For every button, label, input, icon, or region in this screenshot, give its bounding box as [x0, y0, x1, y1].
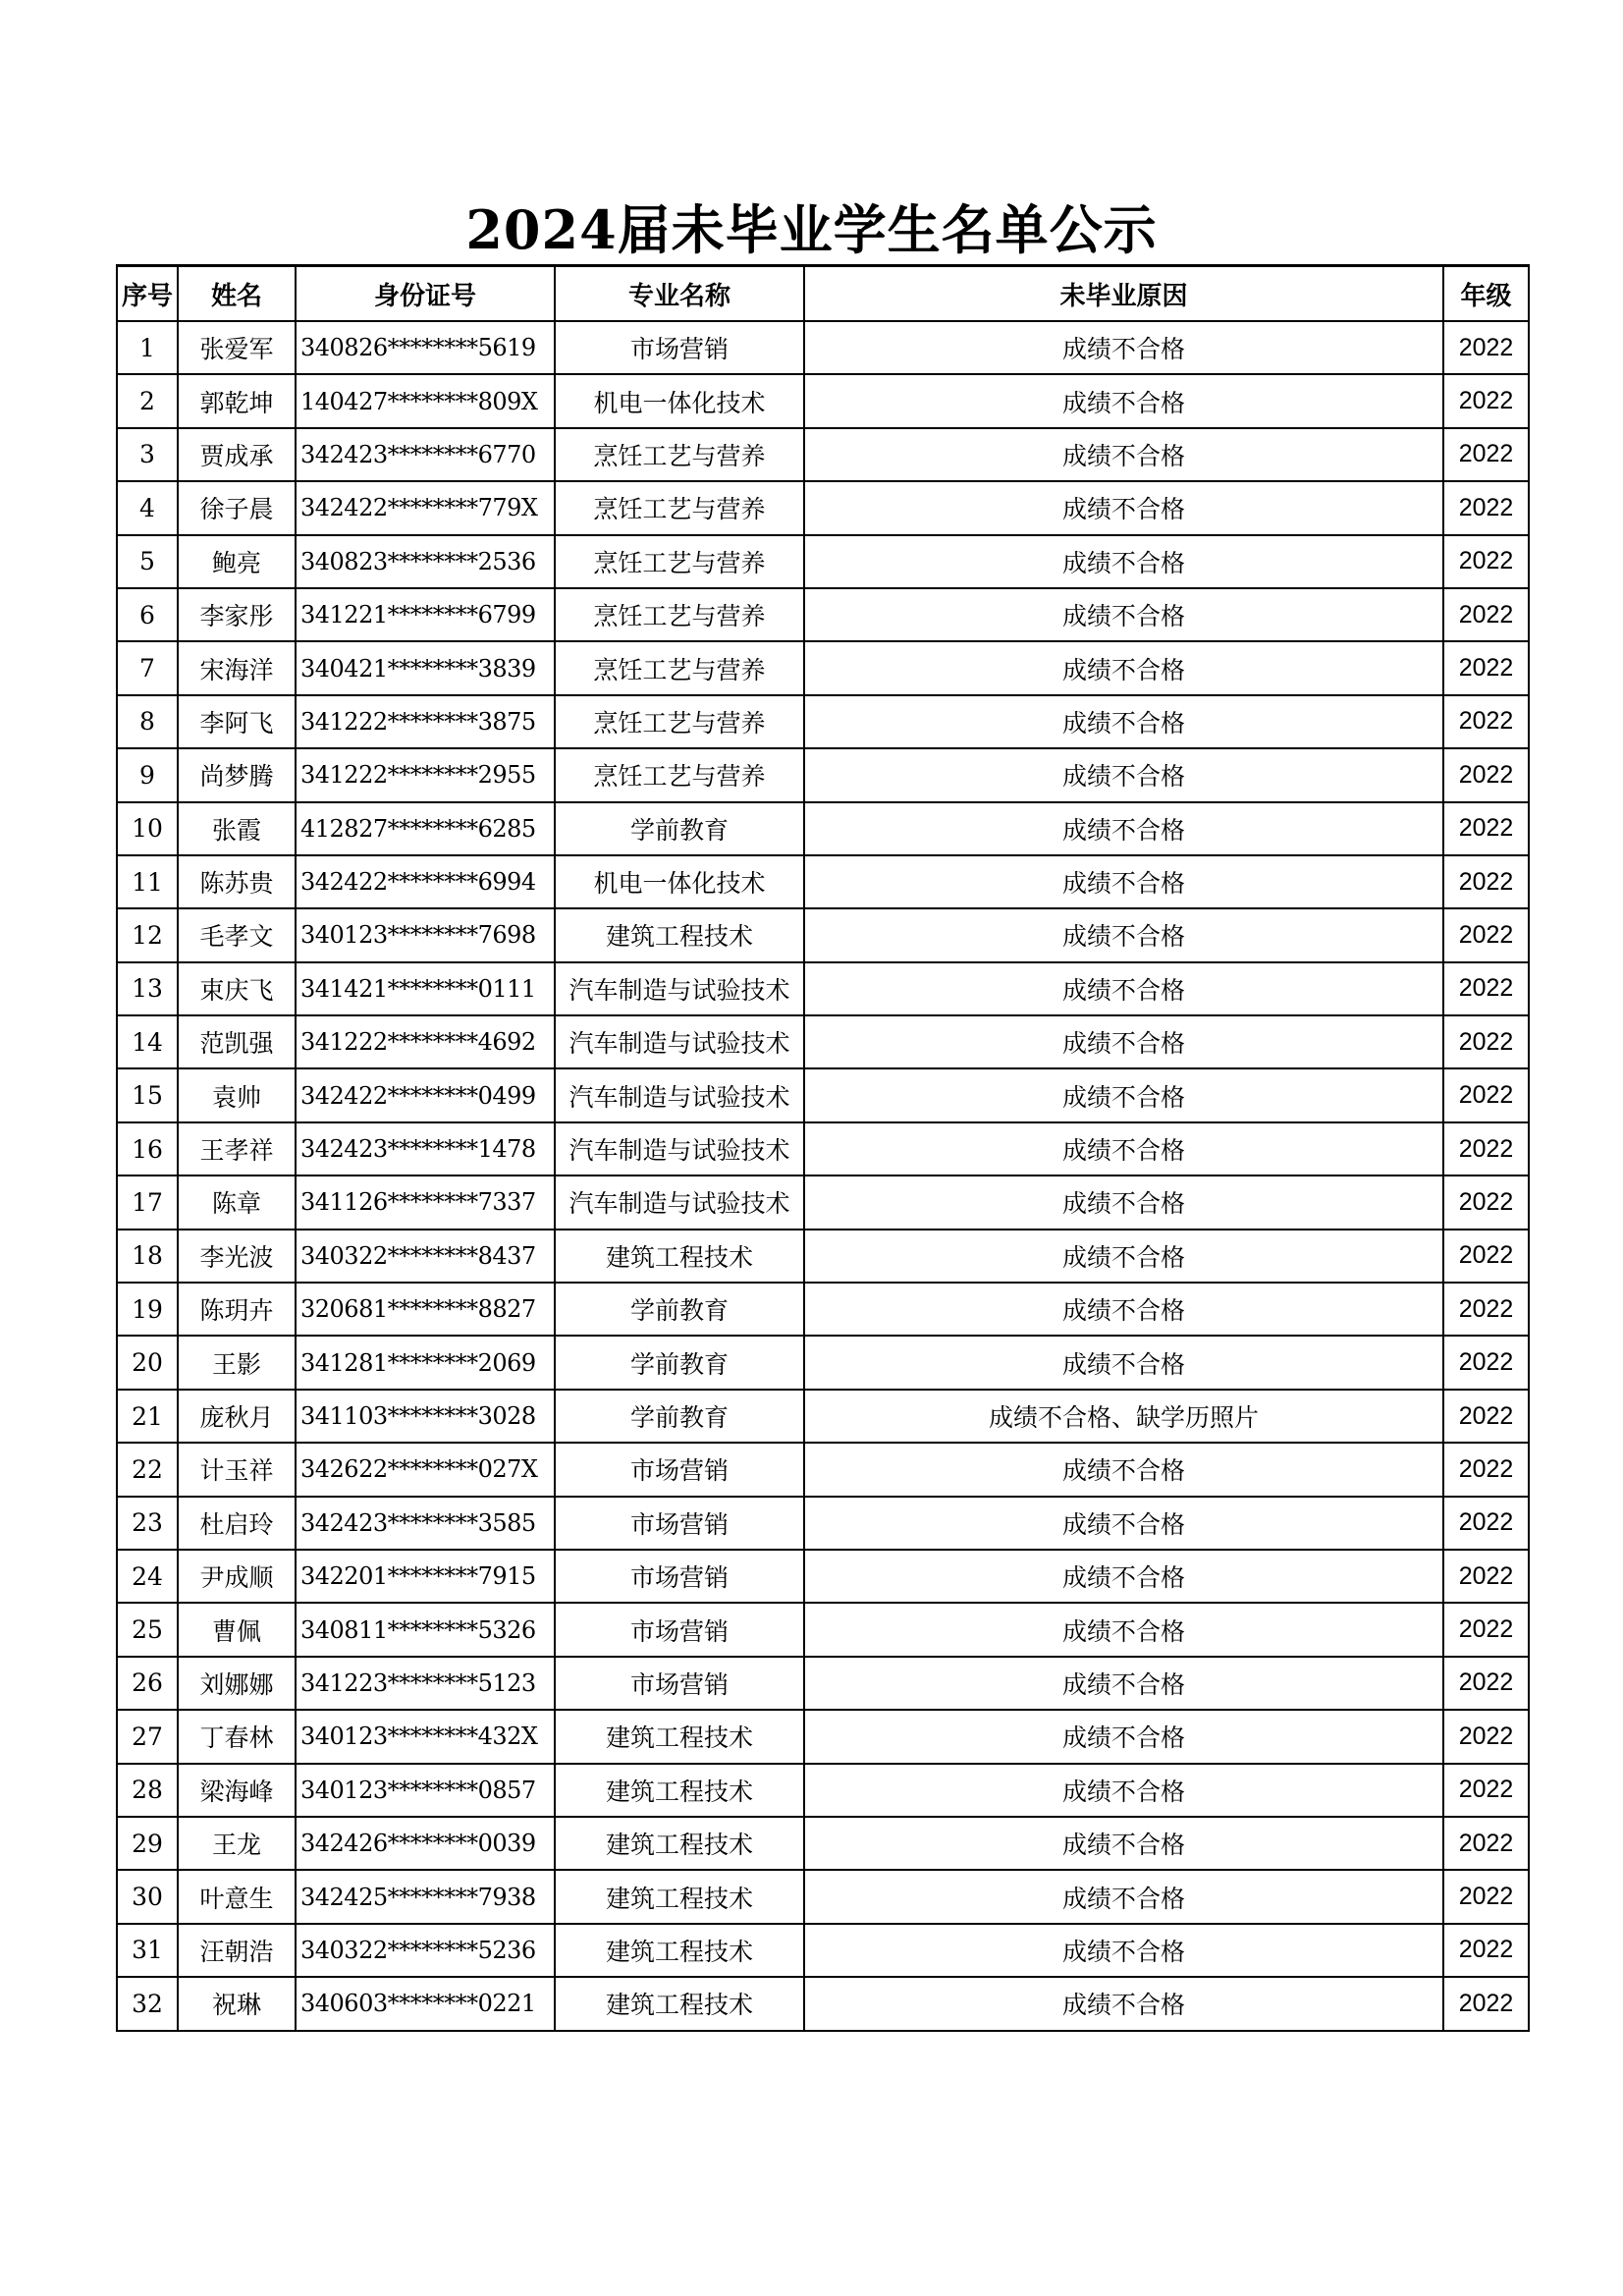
- cell-name: 张霞: [178, 802, 296, 855]
- cell-grade: 2022: [1443, 428, 1529, 481]
- cell-index: 9: [117, 748, 178, 801]
- cell-reason: 成绩不合格: [804, 481, 1443, 534]
- cell-reason: 成绩不合格: [804, 855, 1443, 908]
- cell-id-number: 340826********5619: [296, 321, 555, 374]
- cell-reason: 成绩不合格: [804, 588, 1443, 641]
- cell-id-number: 342423********6770: [296, 428, 555, 481]
- cell-name: 陈玥卉: [178, 1283, 296, 1336]
- cell-major: 汽车制造与试验技术: [555, 1122, 804, 1175]
- cell-grade: 2022: [1443, 588, 1529, 641]
- cell-grade: 2022: [1443, 908, 1529, 961]
- cell-name: 王孝祥: [178, 1122, 296, 1175]
- cell-id-number: 341222********3875: [296, 695, 555, 748]
- cell-major: 烹饪工艺与营养: [555, 588, 804, 641]
- cell-id-number: 340811********5326: [296, 1603, 555, 1656]
- table-row: [117, 1657, 1529, 1710]
- cell-index: 32: [117, 1977, 178, 2030]
- cell-name: 王影: [178, 1336, 296, 1389]
- cell-index: 3: [117, 428, 178, 481]
- cell-index: 30: [117, 1870, 178, 1923]
- cell-reason: 成绩不合格: [804, 802, 1443, 855]
- col-header-reason: 未毕业原因: [804, 266, 1443, 322]
- cell-grade: 2022: [1443, 535, 1529, 588]
- cell-grade: 2022: [1443, 1817, 1529, 1870]
- cell-name: 计玉祥: [178, 1443, 296, 1496]
- cell-major: 建筑工程技术: [555, 1817, 804, 1870]
- cell-id-number: 342426********0039: [296, 1817, 555, 1870]
- cell-name: 尚梦腾: [178, 748, 296, 801]
- cell-reason: 成绩不合格: [804, 374, 1443, 427]
- cell-reason: 成绩不合格: [804, 1230, 1443, 1283]
- table-row: [117, 1230, 1529, 1283]
- cell-reason: 成绩不合格: [804, 908, 1443, 961]
- table-row: [117, 1390, 1529, 1443]
- cell-major: 汽车制造与试验技术: [555, 962, 804, 1015]
- cell-reason: 成绩不合格: [804, 1175, 1443, 1229]
- cell-name: 丁春林: [178, 1710, 296, 1763]
- cell-name: 郭乾坤: [178, 374, 296, 427]
- cell-index: 19: [117, 1283, 178, 1336]
- cell-name: 叶意生: [178, 1870, 296, 1923]
- table-body: [117, 321, 1529, 2031]
- cell-grade: 2022: [1443, 802, 1529, 855]
- table-header: [117, 266, 1529, 322]
- cell-index: 18: [117, 1230, 178, 1283]
- cell-index: 21: [117, 1390, 178, 1443]
- cell-major: 建筑工程技术: [555, 1764, 804, 1817]
- cell-index: 11: [117, 855, 178, 908]
- table-row: [117, 481, 1529, 534]
- cell-index: 13: [117, 962, 178, 1015]
- cell-id-number: 412827********6285: [296, 802, 555, 855]
- cell-reason: 成绩不合格: [804, 321, 1443, 374]
- table-row: [117, 962, 1529, 1015]
- cell-reason: 成绩不合格: [804, 1497, 1443, 1550]
- cell-major: 汽车制造与试验技术: [555, 1175, 804, 1229]
- cell-grade: 2022: [1443, 1336, 1529, 1389]
- cell-id-number: 341223********5123: [296, 1657, 555, 1710]
- cell-name: 李阿飞: [178, 695, 296, 748]
- table-row: [117, 1550, 1529, 1603]
- cell-id-number: 342423********1478: [296, 1122, 555, 1175]
- cell-major: 建筑工程技术: [555, 1230, 804, 1283]
- cell-index: 26: [117, 1657, 178, 1710]
- cell-major: 烹饪工艺与营养: [555, 748, 804, 801]
- cell-name: 陈苏贵: [178, 855, 296, 908]
- cell-reason: 成绩不合格: [804, 1977, 1443, 2030]
- cell-id-number: 341222********2955: [296, 748, 555, 801]
- cell-major: 烹饪工艺与营养: [555, 428, 804, 481]
- cell-id-number: 341221********6799: [296, 588, 555, 641]
- cell-reason: 成绩不合格: [804, 695, 1443, 748]
- cell-id-number: 340123********432X: [296, 1710, 555, 1763]
- cell-id-number: 341222********4692: [296, 1015, 555, 1068]
- cell-name: 鲍亮: [178, 535, 296, 588]
- col-header-name: 姓名: [178, 266, 296, 322]
- cell-index: 23: [117, 1497, 178, 1550]
- cell-reason: 成绩不合格: [804, 1550, 1443, 1603]
- cell-grade: 2022: [1443, 321, 1529, 374]
- cell-grade: 2022: [1443, 1390, 1529, 1443]
- cell-name: 宋海洋: [178, 641, 296, 694]
- cell-index: 14: [117, 1015, 178, 1068]
- cell-index: 12: [117, 908, 178, 961]
- table-row: [117, 1870, 1529, 1923]
- table-row: [117, 1443, 1529, 1496]
- table-row: [117, 1710, 1529, 1763]
- cell-major: 市场营销: [555, 1497, 804, 1550]
- cell-major: 市场营销: [555, 1603, 804, 1656]
- cell-id-number: 342422********779X: [296, 481, 555, 534]
- cell-reason: 成绩不合格: [804, 1336, 1443, 1389]
- cell-index: 15: [117, 1068, 178, 1121]
- cell-reason: 成绩不合格: [804, 1015, 1443, 1068]
- cell-id-number: 341126********7337: [296, 1175, 555, 1229]
- col-header-major: 专业名称: [555, 266, 804, 322]
- table-row: [117, 641, 1529, 694]
- table-row: [117, 428, 1529, 481]
- cell-major: 市场营销: [555, 1443, 804, 1496]
- table-row: [117, 1764, 1529, 1817]
- col-header-grade: 年级: [1443, 266, 1529, 322]
- col-header-index: 序号: [117, 266, 178, 322]
- cell-grade: 2022: [1443, 481, 1529, 534]
- cell-reason: 成绩不合格: [804, 1283, 1443, 1336]
- cell-grade: 2022: [1443, 1710, 1529, 1763]
- cell-reason: 成绩不合格: [804, 748, 1443, 801]
- cell-major: 建筑工程技术: [555, 1977, 804, 2030]
- cell-id-number: 340823********2536: [296, 535, 555, 588]
- cell-grade: 2022: [1443, 1657, 1529, 1710]
- cell-major: 汽车制造与试验技术: [555, 1015, 804, 1068]
- cell-index: 24: [117, 1550, 178, 1603]
- cell-id-number: 340123********7698: [296, 908, 555, 961]
- cell-major: 学前教育: [555, 802, 804, 855]
- cell-major: 建筑工程技术: [555, 908, 804, 961]
- cell-index: 7: [117, 641, 178, 694]
- cell-major: 烹饪工艺与营养: [555, 695, 804, 748]
- cell-major: 汽车制造与试验技术: [555, 1068, 804, 1121]
- cell-id-number: 341103********3028: [296, 1390, 555, 1443]
- cell-major: 机电一体化技术: [555, 374, 804, 427]
- table-row: [117, 695, 1529, 748]
- table-row: [117, 802, 1529, 855]
- cell-grade: 2022: [1443, 1230, 1529, 1283]
- cell-id-number: 340123********0857: [296, 1764, 555, 1817]
- cell-major: 学前教育: [555, 1283, 804, 1336]
- cell-major: 市场营销: [555, 1550, 804, 1603]
- cell-index: 25: [117, 1603, 178, 1656]
- cell-index: 17: [117, 1175, 178, 1229]
- cell-reason: 成绩不合格: [804, 1764, 1443, 1817]
- cell-major: 市场营销: [555, 1657, 804, 1710]
- cell-major: 烹饪工艺与营养: [555, 641, 804, 694]
- cell-id-number: 342422********6994: [296, 855, 555, 908]
- cell-id-number: 340322********8437: [296, 1230, 555, 1283]
- cell-name: 王龙: [178, 1817, 296, 1870]
- cell-grade: 2022: [1443, 1870, 1529, 1923]
- cell-reason: 成绩不合格: [804, 428, 1443, 481]
- cell-reason: 成绩不合格: [804, 535, 1443, 588]
- cell-grade: 2022: [1443, 1550, 1529, 1603]
- cell-name: 束庆飞: [178, 962, 296, 1015]
- cell-reason: 成绩不合格: [804, 1870, 1443, 1923]
- cell-index: 28: [117, 1764, 178, 1817]
- cell-index: 10: [117, 802, 178, 855]
- cell-index: 1: [117, 321, 178, 374]
- table-row: [117, 908, 1529, 961]
- cell-name: 袁帅: [178, 1068, 296, 1121]
- cell-grade: 2022: [1443, 855, 1529, 908]
- cell-grade: 2022: [1443, 1764, 1529, 1817]
- table-row: [117, 1122, 1529, 1175]
- cell-name: 曹佩: [178, 1603, 296, 1656]
- cell-name: 范凯强: [178, 1015, 296, 1068]
- cell-grade: 2022: [1443, 641, 1529, 694]
- cell-grade: 2022: [1443, 1497, 1529, 1550]
- cell-major: 市场营销: [555, 321, 804, 374]
- cell-id-number: 320681********8827: [296, 1283, 555, 1336]
- cell-major: 烹饪工艺与营养: [555, 535, 804, 588]
- cell-index: 5: [117, 535, 178, 588]
- cell-name: 毛孝文: [178, 908, 296, 961]
- cell-major: 建筑工程技术: [555, 1924, 804, 1977]
- table-row: [117, 1924, 1529, 1977]
- cell-major: 烹饪工艺与营养: [555, 481, 804, 534]
- cell-major: 机电一体化技术: [555, 855, 804, 908]
- table-row: [117, 1603, 1529, 1656]
- cell-id-number: 340421********3839: [296, 641, 555, 694]
- cell-reason: 成绩不合格: [804, 1657, 1443, 1710]
- cell-reason: 成绩不合格: [804, 1710, 1443, 1763]
- cell-reason: 成绩不合格: [804, 641, 1443, 694]
- table-row: [117, 588, 1529, 641]
- cell-id-number: 341281********2069: [296, 1336, 555, 1389]
- cell-index: 20: [117, 1336, 178, 1389]
- table-row: [117, 1015, 1529, 1068]
- cell-index: 6: [117, 588, 178, 641]
- cell-id-number: 341421********0111: [296, 962, 555, 1015]
- cell-grade: 2022: [1443, 1122, 1529, 1175]
- cell-grade: 2022: [1443, 1015, 1529, 1068]
- table-row: [117, 855, 1529, 908]
- cell-grade: 2022: [1443, 1924, 1529, 1977]
- cell-reason: 成绩不合格: [804, 1443, 1443, 1496]
- student-roster-table: [116, 264, 1530, 2032]
- cell-id-number: 342425********7938: [296, 1870, 555, 1923]
- cell-reason: 成绩不合格: [804, 1603, 1443, 1656]
- cell-name: 李家彤: [178, 588, 296, 641]
- cell-index: 31: [117, 1924, 178, 1977]
- document-title: 2024届未毕业学生名单公示: [465, 198, 1158, 261]
- cell-id-number: 140427********809X: [296, 374, 555, 427]
- cell-index: 4: [117, 481, 178, 534]
- cell-reason: 成绩不合格、缺学历照片: [804, 1390, 1443, 1443]
- cell-reason: 成绩不合格: [804, 1122, 1443, 1175]
- cell-major: 学前教育: [555, 1336, 804, 1389]
- table-row: [117, 748, 1529, 801]
- cell-major: 建筑工程技术: [555, 1710, 804, 1763]
- cell-reason: 成绩不合格: [804, 1068, 1443, 1121]
- table-row: [117, 535, 1529, 588]
- cell-id-number: 342201********7915: [296, 1550, 555, 1603]
- table-row: [117, 321, 1529, 374]
- cell-grade: 2022: [1443, 962, 1529, 1015]
- cell-name: 汪朝浩: [178, 1924, 296, 1977]
- cell-index: 22: [117, 1443, 178, 1496]
- cell-name: 李光波: [178, 1230, 296, 1283]
- cell-name: 徐子晨: [178, 481, 296, 534]
- table-row: [117, 1068, 1529, 1121]
- cell-index: 29: [117, 1817, 178, 1870]
- cell-grade: 2022: [1443, 1443, 1529, 1496]
- cell-grade: 2022: [1443, 374, 1529, 427]
- header-row: [117, 266, 1529, 322]
- table-row: [117, 1175, 1529, 1229]
- cell-grade: 2022: [1443, 748, 1529, 801]
- table-row: [117, 1336, 1529, 1389]
- cell-grade: 2022: [1443, 1603, 1529, 1656]
- table-row: [117, 374, 1529, 427]
- cell-index: 2: [117, 374, 178, 427]
- table-row: [117, 1977, 1529, 2030]
- table-row: [117, 1817, 1529, 1870]
- col-header-id-number: 身份证号: [296, 266, 555, 322]
- cell-grade: 2022: [1443, 1977, 1529, 2030]
- cell-id-number: 342422********0499: [296, 1068, 555, 1121]
- cell-index: 27: [117, 1710, 178, 1763]
- cell-id-number: 340603********0221: [296, 1977, 555, 2030]
- cell-grade: 2022: [1443, 695, 1529, 748]
- cell-reason: 成绩不合格: [804, 962, 1443, 1015]
- cell-reason: 成绩不合格: [804, 1924, 1443, 1977]
- cell-major: 建筑工程技术: [555, 1870, 804, 1923]
- cell-grade: 2022: [1443, 1283, 1529, 1336]
- cell-name: 贾成承: [178, 428, 296, 481]
- table-row: [117, 1283, 1529, 1336]
- cell-name: 陈章: [178, 1175, 296, 1229]
- cell-grade: 2022: [1443, 1175, 1529, 1229]
- cell-name: 刘娜娜: [178, 1657, 296, 1710]
- cell-name: 庞秋月: [178, 1390, 296, 1443]
- cell-name: 梁海峰: [178, 1764, 296, 1817]
- cell-reason: 成绩不合格: [804, 1817, 1443, 1870]
- table-row: [117, 1497, 1529, 1550]
- cell-major: 学前教育: [555, 1390, 804, 1443]
- cell-name: 尹成顺: [178, 1550, 296, 1603]
- cell-name: 杜启玲: [178, 1497, 296, 1550]
- cell-id-number: 342622********027X: [296, 1443, 555, 1496]
- cell-id-number: 340322********5236: [296, 1924, 555, 1977]
- cell-id-number: 342423********3585: [296, 1497, 555, 1550]
- cell-index: 16: [117, 1122, 178, 1175]
- cell-name: 祝琳: [178, 1977, 296, 2030]
- cell-name: 张爱军: [178, 321, 296, 374]
- cell-index: 8: [117, 695, 178, 748]
- cell-grade: 2022: [1443, 1068, 1529, 1121]
